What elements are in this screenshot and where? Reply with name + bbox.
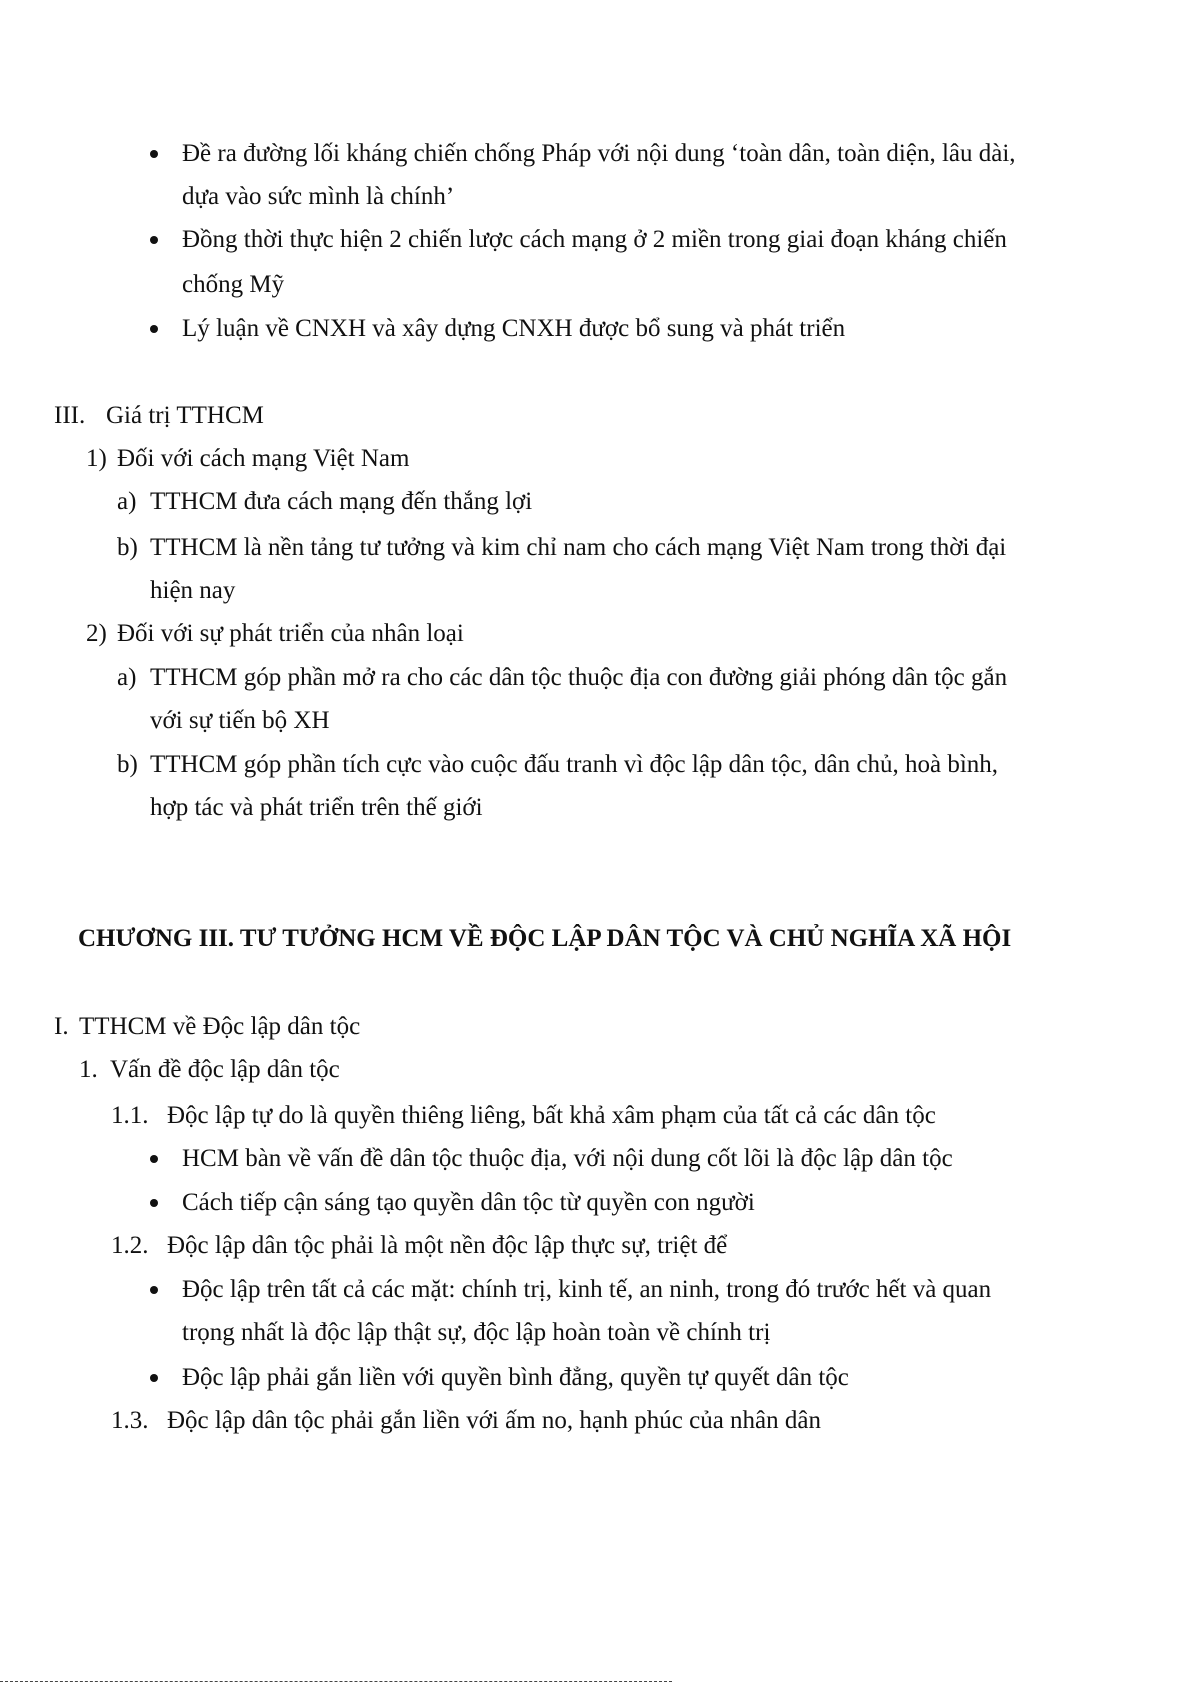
list-item-title: Đối với sự phát triển của nhân loại [117,620,464,647]
bullet-icon [150,1155,158,1163]
list-marker: 2) [86,620,107,647]
bullet-text: Lý luận về CNXH và xây dựng CNXH được bổ sung và phát triển [182,315,846,342]
list-item-text: TTHCM là nền tảng tư tưởng và kim chỉ nam cho cách mạng Việt Nam trong thời đại [150,534,1007,561]
sub-item-title: Độc lập dân tộc phải gắn liền với ấm no, hạnh phúc của nhân dân [167,1407,821,1434]
section-marker: III. [54,402,86,429]
bullet-text-continuation: chống Mỹ [182,271,285,298]
list-marker: 1. [79,1056,98,1083]
bullet-icon [150,150,158,158]
bullet-text: Đồng thời thực hiện 2 chiến lược cách mạng ở 2 miền trong giai đoạn kháng chiến [182,226,1007,253]
section-title: TTHCM về Độc lập dân tộc [79,1013,361,1040]
sub-item-title: Độc lập dân tộc phải là một nền độc lập thực sự, triệt để [167,1232,728,1259]
list-marker: b) [117,751,138,778]
list-item-title: Vấn đề độc lập dân tộc [110,1056,340,1083]
list-marker: a) [117,664,137,691]
footer-divider [0,1681,672,1682]
bullet-text: Độc lập trên tất cả các mặt: chính trị, kinh tế, an ninh, trong đó trước hết và quan [182,1276,992,1303]
bullet-icon [150,236,158,244]
bullet-icon [150,1199,158,1207]
bullet-text: Đề ra đường lối kháng chiến chống Pháp với nội dung ‘toàn dân, toàn diện, lâu dài, [182,140,1016,167]
bullet-text: HCM bàn về vấn đề dân tộc thuộc địa, với nội dung cốt lõi là độc lập dân tộc [182,1145,953,1172]
bullet-icon [150,325,158,333]
list-item-text: TTHCM góp phần mở ra cho các dân tộc thuộc địa con đường giải phóng dân tộc gắn [150,664,1008,691]
list-marker: 1) [86,445,107,472]
section-marker: I. [54,1013,69,1040]
list-item-text-continuation: hiện nay [150,577,236,604]
chapter-heading: CHƯƠNG III. TƯ TƯỞNG HCM VỀ ĐỘC LẬP DÂN TỘC VÀ CHỦ NGHĨA XÃ HỘI [78,925,1012,952]
bullet-text-continuation: trọng nhất là độc lập thật sự, độc lập hoàn toàn về chính trị [182,1319,771,1346]
bullet-text: Cách tiếp cận sáng tạo quyền dân tộc từ quyền con người [182,1189,755,1216]
list-item-text-continuation: với sự tiến bộ XH [150,707,330,734]
list-marker: b) [117,534,138,561]
sub-item-marker: 1.2. [111,1232,149,1259]
section-title: Giá trị TTHCM [106,402,264,429]
bullet-icon [150,1374,158,1382]
list-marker: a) [117,488,137,515]
list-item-text: TTHCM góp phần tích cực vào cuộc đấu tranh vì độc lập dân tộc, dân chủ, hoà bình, [150,751,999,778]
bullet-icon [150,1286,158,1294]
sub-item-marker: 1.1. [111,1102,149,1129]
sub-item-title: Độc lập tự do là quyền thiêng liêng, bất khả xâm phạm của tất cả các dân tộc [167,1102,936,1129]
list-item-text: TTHCM đưa cách mạng đến thắng lợi [150,488,533,515]
bullet-text: Độc lập phải gắn liền với quyền bình đẳng, quyền tự quyết dân tộc [182,1364,849,1391]
list-item-text-continuation: hợp tác và phát triển trên thế giới [150,794,483,821]
bullet-text-continuation: dựa vào sức mình là chính’ [182,183,455,210]
list-item-title: Đối với cách mạng Việt Nam [117,445,410,472]
sub-item-marker: 1.3. [111,1407,149,1434]
